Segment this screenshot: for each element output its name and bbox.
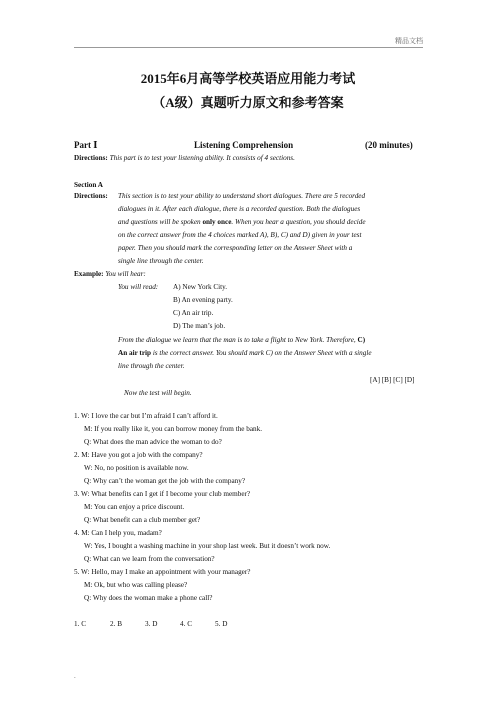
document-subtitle: （A级）真题听力原文和参考答案 xyxy=(152,95,344,110)
dialogue-line: Q: What does the man advice the woman to do? xyxy=(84,438,222,446)
example-label: Example: xyxy=(74,270,104,278)
answer-item: 4. C xyxy=(180,620,192,628)
section-a-directions-line: This section is to test your ability to understand short dialogues. There are 5 recorded xyxy=(118,192,366,200)
part-directions xyxy=(74,154,295,163)
example-hear: Example: You will hear: xyxy=(74,270,146,278)
directions-text: This part is to test your listening ability. It consists of 4 sections. xyxy=(109,154,295,162)
answer-item: 5. D xyxy=(215,620,228,628)
dialogue-line: Q: Why does the woman make a phone call? xyxy=(84,594,213,602)
dialogue-line: W: No, no position is available now. xyxy=(84,464,189,472)
example-explanation-line: line through the center. xyxy=(118,362,185,370)
dialogue-line: 2. M: Have you got a job with the company? xyxy=(74,451,203,459)
section-a-directions-line: and questions will be spoken only once. When you hear a question, you should decide xyxy=(118,218,366,226)
example-read-label: You will read: xyxy=(118,283,159,291)
section-a-directions-line: single line through the center. xyxy=(118,257,204,265)
example-choice: A) New York City. xyxy=(173,283,228,291)
test-begin-note: Now the test will begin. xyxy=(124,389,192,397)
emphasis-only-once: only once xyxy=(202,218,232,226)
part-title: Listening Comprehension xyxy=(194,140,294,150)
example-choice: D) The man’s job. xyxy=(173,322,226,330)
section-a-directions-line: on the correct answer from the 4 choices marked A), B), C) and D) given in your test xyxy=(118,231,362,239)
footer-mark: . xyxy=(74,672,76,680)
section-a-directions-label: Directions: xyxy=(74,192,108,200)
dialogue-line: M: Ok, but who was calling please? xyxy=(84,581,188,589)
example-choice: B) An evening party. xyxy=(173,296,233,304)
answer-item: 3. D xyxy=(145,620,158,628)
part-time: (20 minutes) xyxy=(365,140,413,150)
dialogue-line: 3. W: What benefits can I get if I become your club member? xyxy=(74,490,251,498)
directions-label: Directions: xyxy=(74,154,108,162)
section-a-directions-line: paper. Then you should mark the corresponding letter on the Answer Sheet with a xyxy=(118,244,353,252)
answer-mark-example: [A] [B] [C] [D] xyxy=(370,376,415,384)
dialogue-line: 1. W: I love the car but I’m afraid I can’t afford it. xyxy=(74,412,218,420)
dialogue-line: W: Yes, I bought a washing machine in your shop last week. But it doesn’t work now. xyxy=(84,542,331,550)
section-a-directions-line: dialogues in it. After each dialogue, there is a recorded question. Both the dialogues xyxy=(118,205,361,213)
dialogue-line: M: If you really like it, you can borrow money from the bank. xyxy=(84,425,263,433)
example-explanation-line: From the dialogue we learn that the man is to take a flight to New York. Therefore, C) xyxy=(118,336,366,344)
example-choice: C) An air trip. xyxy=(173,309,214,317)
example-explanation-line: An air trip is the correct answer. You should mark C) on the Answer Sheet with a single xyxy=(118,349,372,357)
dialogue-line: 5. W: Hello, may I make an appointment with your manager? xyxy=(74,568,251,576)
dialogue-line: M: You can enjoy a price discount. xyxy=(84,503,185,511)
header-mark: 精品文档 xyxy=(395,37,423,45)
section-a-heading: Section A xyxy=(74,181,103,189)
part-label: Part Ⅰ xyxy=(74,140,98,150)
document-title: 2015年6月高等学校英语应用能力考试 xyxy=(140,71,356,86)
dialogue-line: 4. M: Can I help you, madam? xyxy=(74,529,162,537)
dialogue-line: Q: What benefit can a club member get? xyxy=(84,516,201,524)
dialogue-line: Q: Why can’t the woman get the job with the company? xyxy=(84,477,246,485)
answer-item: 2. B xyxy=(110,620,122,628)
dialogue-line: Q: What can we learn from the conversation? xyxy=(84,555,215,563)
header-divider xyxy=(74,47,423,48)
answer-item: 1. C xyxy=(74,620,86,628)
